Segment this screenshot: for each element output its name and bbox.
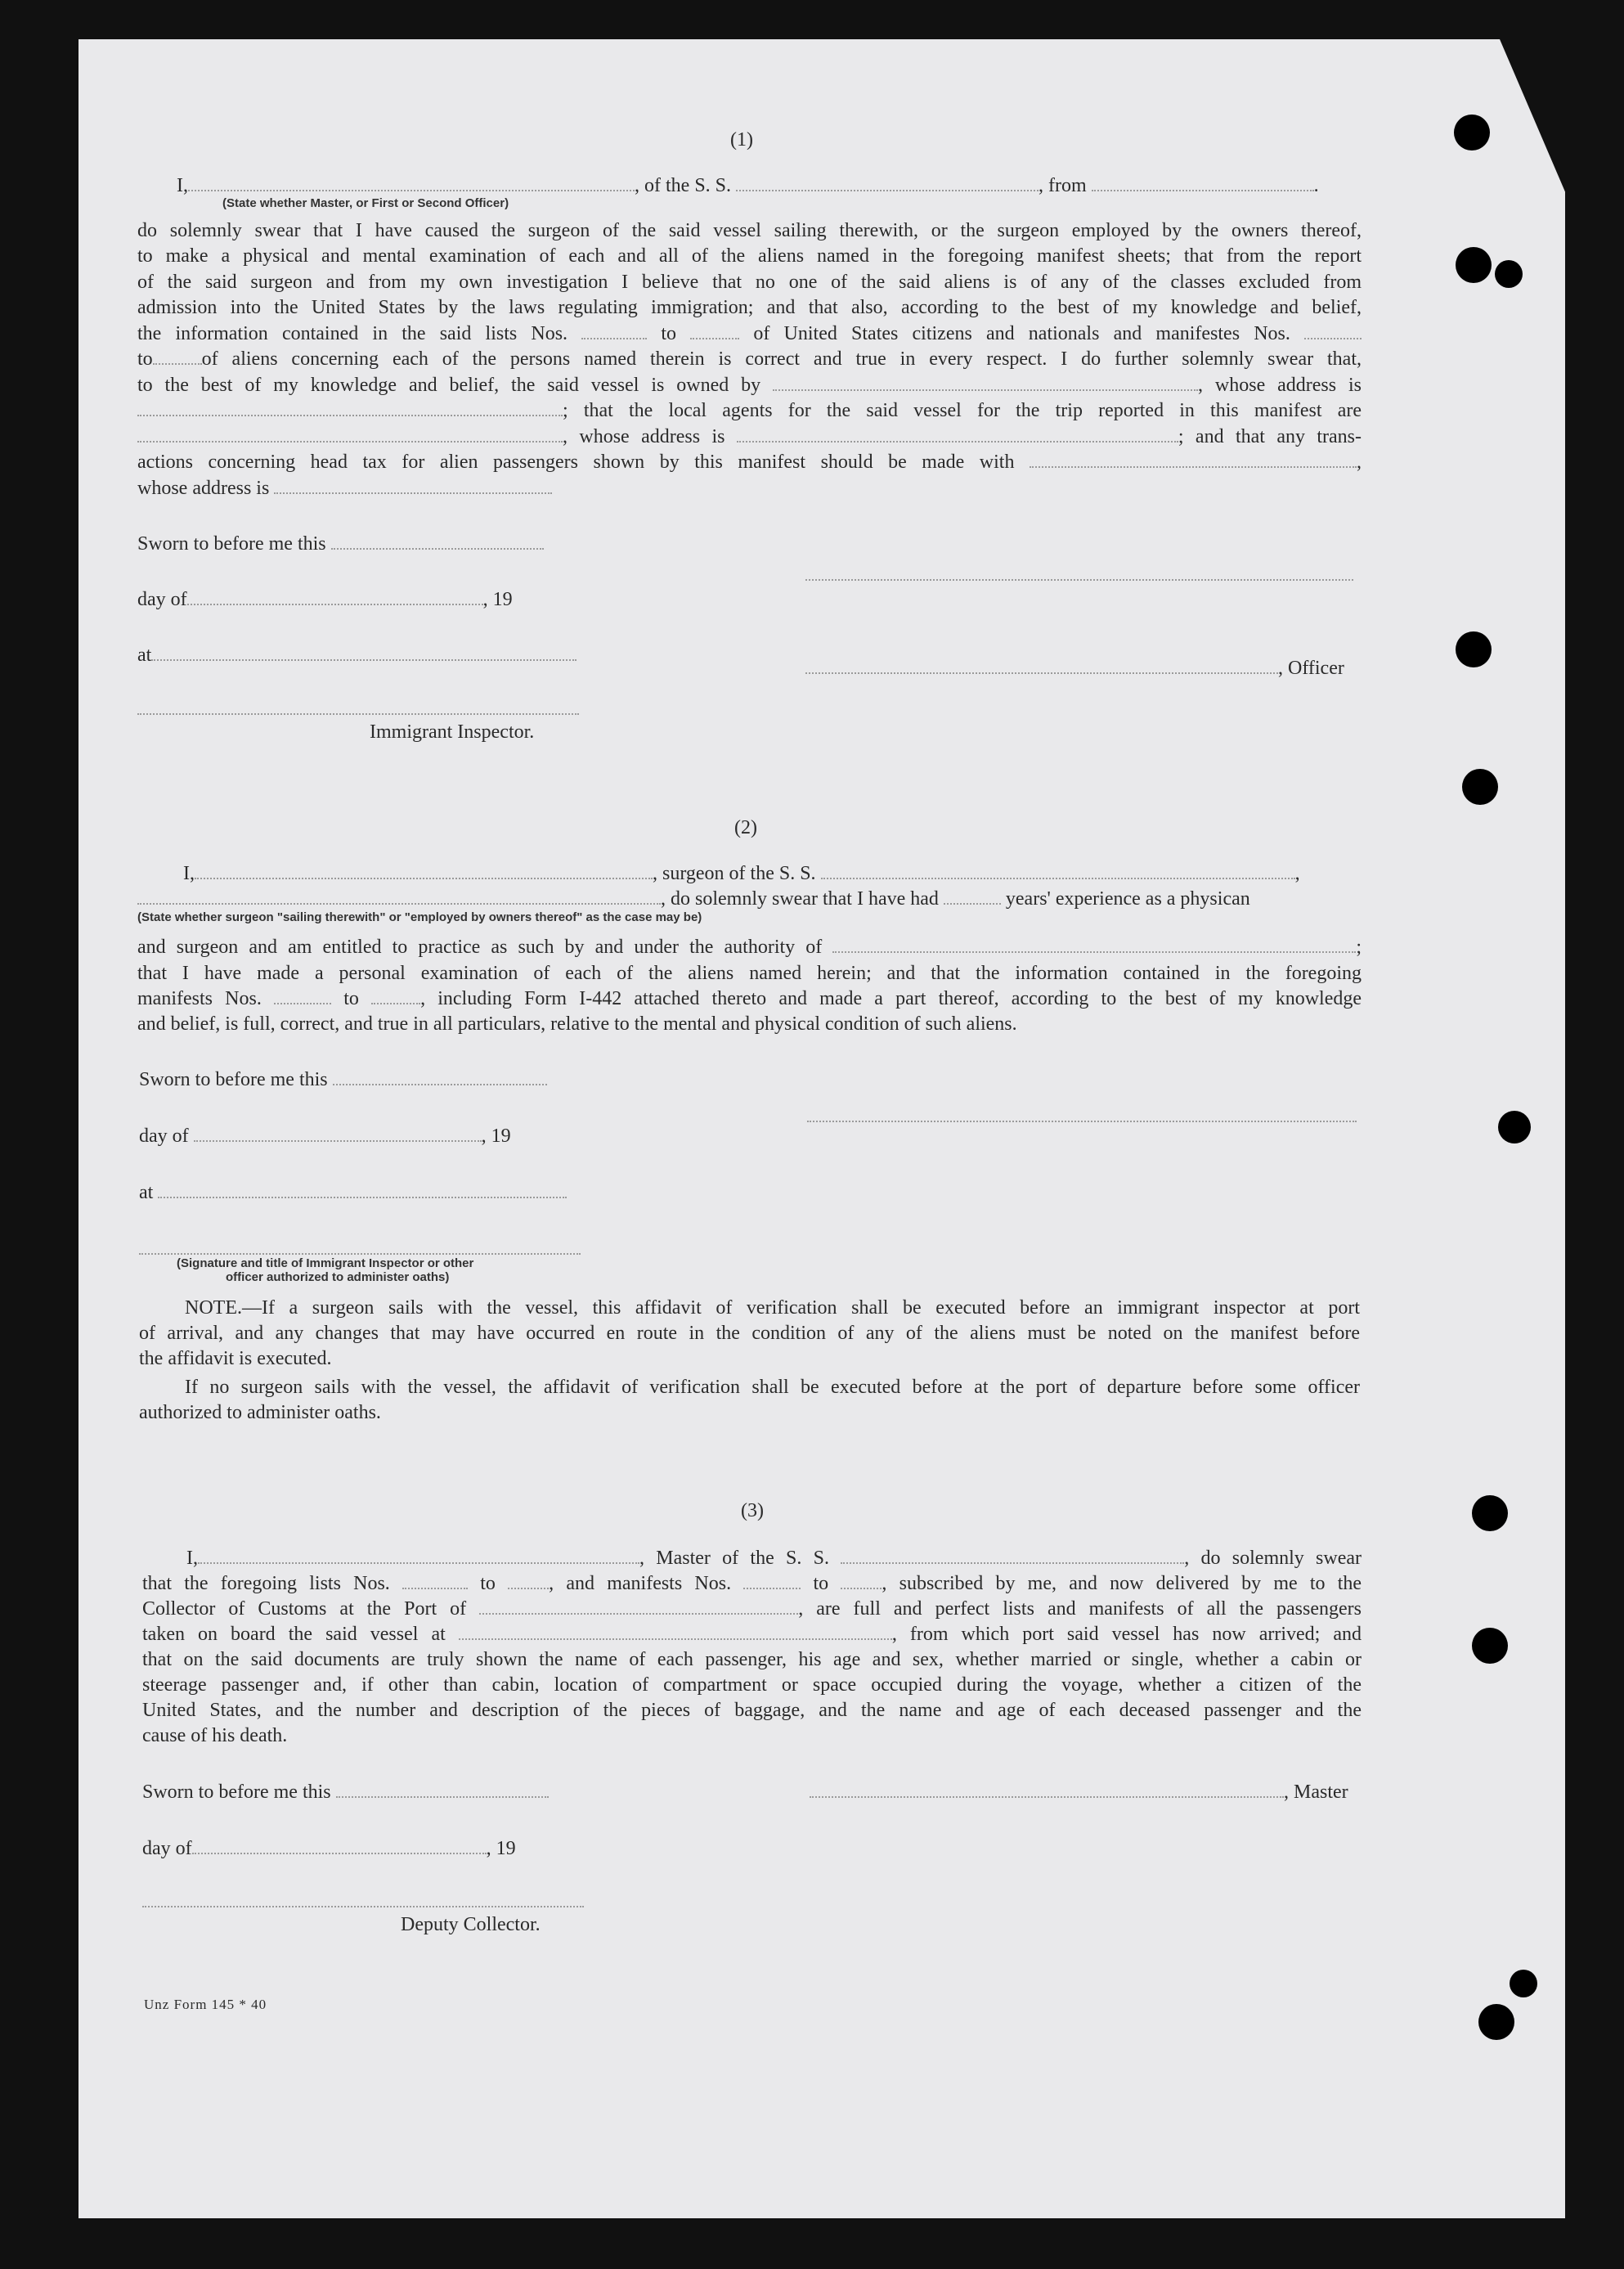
field-caption: (State whether Master, or First or Second Officer) xyxy=(222,196,509,210)
s2-text-line: that I have made a personal examination of each of the aliens named herein; and that the information contained in the foregoing xyxy=(137,963,1362,984)
binder-hole xyxy=(1495,260,1523,288)
s2-line-header: I, , surgeon of the S. S. , xyxy=(183,863,1300,884)
s1-text-line: ; that the local agents for the said vessel for the trip reported in this manifest are xyxy=(137,398,1362,425)
signature-caption: officer authorized to administer oaths) xyxy=(226,1270,450,1284)
day-of-label: day of , 19 xyxy=(137,589,513,610)
day-of-label: day of , 19 xyxy=(142,1838,516,1859)
binder-hole xyxy=(1456,631,1492,667)
s1-text-line: do solemnly swear that I have caused the surgeon of the said vessel sailing therewith, or the surgeon employed by the owners thereof, xyxy=(137,220,1362,241)
s1-text-line: the information contained in the said lists Nos. to of United States citizens and nationals and manifestes Nos. xyxy=(137,321,1362,348)
s3-text-line: that the foregoing lists Nos. to , and manifests Nos. to , subscribed by me, and now delivered by me to the xyxy=(142,1573,1362,1594)
binder-hole xyxy=(1462,769,1498,805)
s1-text-line: , whose address is ; and that any trans- xyxy=(137,425,1362,451)
signature-line xyxy=(807,1121,1357,1122)
s2-text-line: and belief, is full, correct, and true in all particulars, relative to the mental and physical condition of such aliens. xyxy=(137,1013,1017,1035)
s1-text-line: to the best of my knowledge and belief, the said vessel is owned by , whose address is xyxy=(137,375,1362,396)
binder-hole xyxy=(1478,2004,1514,2040)
note-line: If no surgeon sails with the vessel, the affidavit of verification shall be executed before at the port of departure before some officer xyxy=(185,1377,1360,1398)
sworn-label: Sworn to before me this xyxy=(137,532,544,556)
master-signature-line: , Master xyxy=(810,1780,1348,1804)
s3-text-line: cause of his death. xyxy=(142,1725,288,1746)
s3-text-line: that on the said documents are truly shown the name of each passenger, his age and sex, whether married or single, whether a cabin or xyxy=(142,1649,1362,1670)
s2-line-years: , do solemnly swear that I have had years' experience as a physican xyxy=(137,887,1250,911)
s1-text-line: whose address is xyxy=(137,476,552,501)
s3-text-line: taken on board the said vessel at , from which port said vessel has now arrived; and xyxy=(142,1624,1362,1645)
signature-caption: (Signature and title of Immigrant Inspector or other xyxy=(177,1256,474,1270)
section-number: (1) xyxy=(730,129,753,151)
section-number: (3) xyxy=(741,1500,764,1521)
day-of-label: day of , 19 xyxy=(139,1126,511,1147)
binder-hole xyxy=(1510,1970,1537,1997)
s2-text-line: manifests Nos. to , including Form I-442 attached thereto and made a part thereof, according to the best of my knowledge xyxy=(137,988,1362,1009)
s3-text-line: steerage passenger and, if other than cabin, location of compartment or space occupied during the voyage, whether a citizen of the xyxy=(142,1674,1362,1696)
s1-text-line: actions concerning head tax for alien passengers shown by this manifest should be made with , xyxy=(137,452,1362,473)
s1-text-line: to make a physical and mental examination of each and all of the aliens named in the foregoing manifest sheets; that from the report xyxy=(137,245,1362,267)
s3-text-line: United States, and the number and description of the pieces of baggage, and the name and age of each deceased passenger and the xyxy=(142,1700,1362,1721)
binder-hole xyxy=(1472,1628,1508,1664)
s1-text-line: admission into the United States by the laws regulating immigration; and that also, according to the best of my knowledge and belief, xyxy=(137,297,1362,318)
s3-line-header: I, , Master of the S. S. , do solemnly swear xyxy=(186,1548,1362,1569)
form-number: Unz Form 145 * 40 xyxy=(144,1997,267,2012)
field-caption: (State whether surgeon "sailing therewith" or "employed by owners thereof" as the case may be) xyxy=(137,910,702,924)
inspector-signature-line xyxy=(139,1253,581,1255)
sworn-label: Sworn to before me this xyxy=(139,1067,547,1092)
note-line: the affidavit is executed. xyxy=(139,1348,332,1369)
s3-text-line: Collector of Customs at the Port of , are full and perfect lists and manifests of all the passengers xyxy=(142,1598,1362,1620)
signature-line xyxy=(805,579,1353,581)
immigrant-inspector-label: Immigrant Inspector. xyxy=(370,721,535,743)
sworn-label: Sworn to before me this xyxy=(142,1780,549,1804)
at-label: at xyxy=(139,1180,567,1205)
binder-hole xyxy=(1472,1495,1508,1531)
at-label: at xyxy=(137,643,576,667)
s1-text-line: of the said surgeon and from my own investigation I believe that no one of the said aliens is of any of the classes excluded from xyxy=(137,272,1362,293)
binder-hole xyxy=(1454,115,1490,151)
note-line: of arrival, and any changes that may have occurred en route in the condition of any of the aliens must be noted on the manifest before xyxy=(139,1323,1360,1344)
s2-text-line: and surgeon and am entitled to practice as such by and under the authority of ; xyxy=(137,937,1362,958)
binder-hole xyxy=(1498,1111,1531,1143)
note-line: NOTE.—If a surgeon sails with the vessel, this affidavit of verification shall be executed before an immigrant inspector at port xyxy=(185,1297,1360,1319)
section-number: (2) xyxy=(734,817,757,838)
collector-signature-line xyxy=(142,1906,584,1907)
inspector-signature-line xyxy=(137,713,579,715)
binder-hole xyxy=(1456,247,1492,283)
s1-text-line: to of aliens concerning each of the persons named therein is correct and true in every respect. I do further solemnly swear that, xyxy=(137,348,1362,370)
officer-signature-line: , Officer xyxy=(805,656,1344,681)
s1-line-header: I, , of the S. S. , from . xyxy=(177,175,1319,196)
note-line: authorized to administer oaths. xyxy=(139,1402,381,1423)
deputy-collector-label: Deputy Collector. xyxy=(401,1914,541,1935)
